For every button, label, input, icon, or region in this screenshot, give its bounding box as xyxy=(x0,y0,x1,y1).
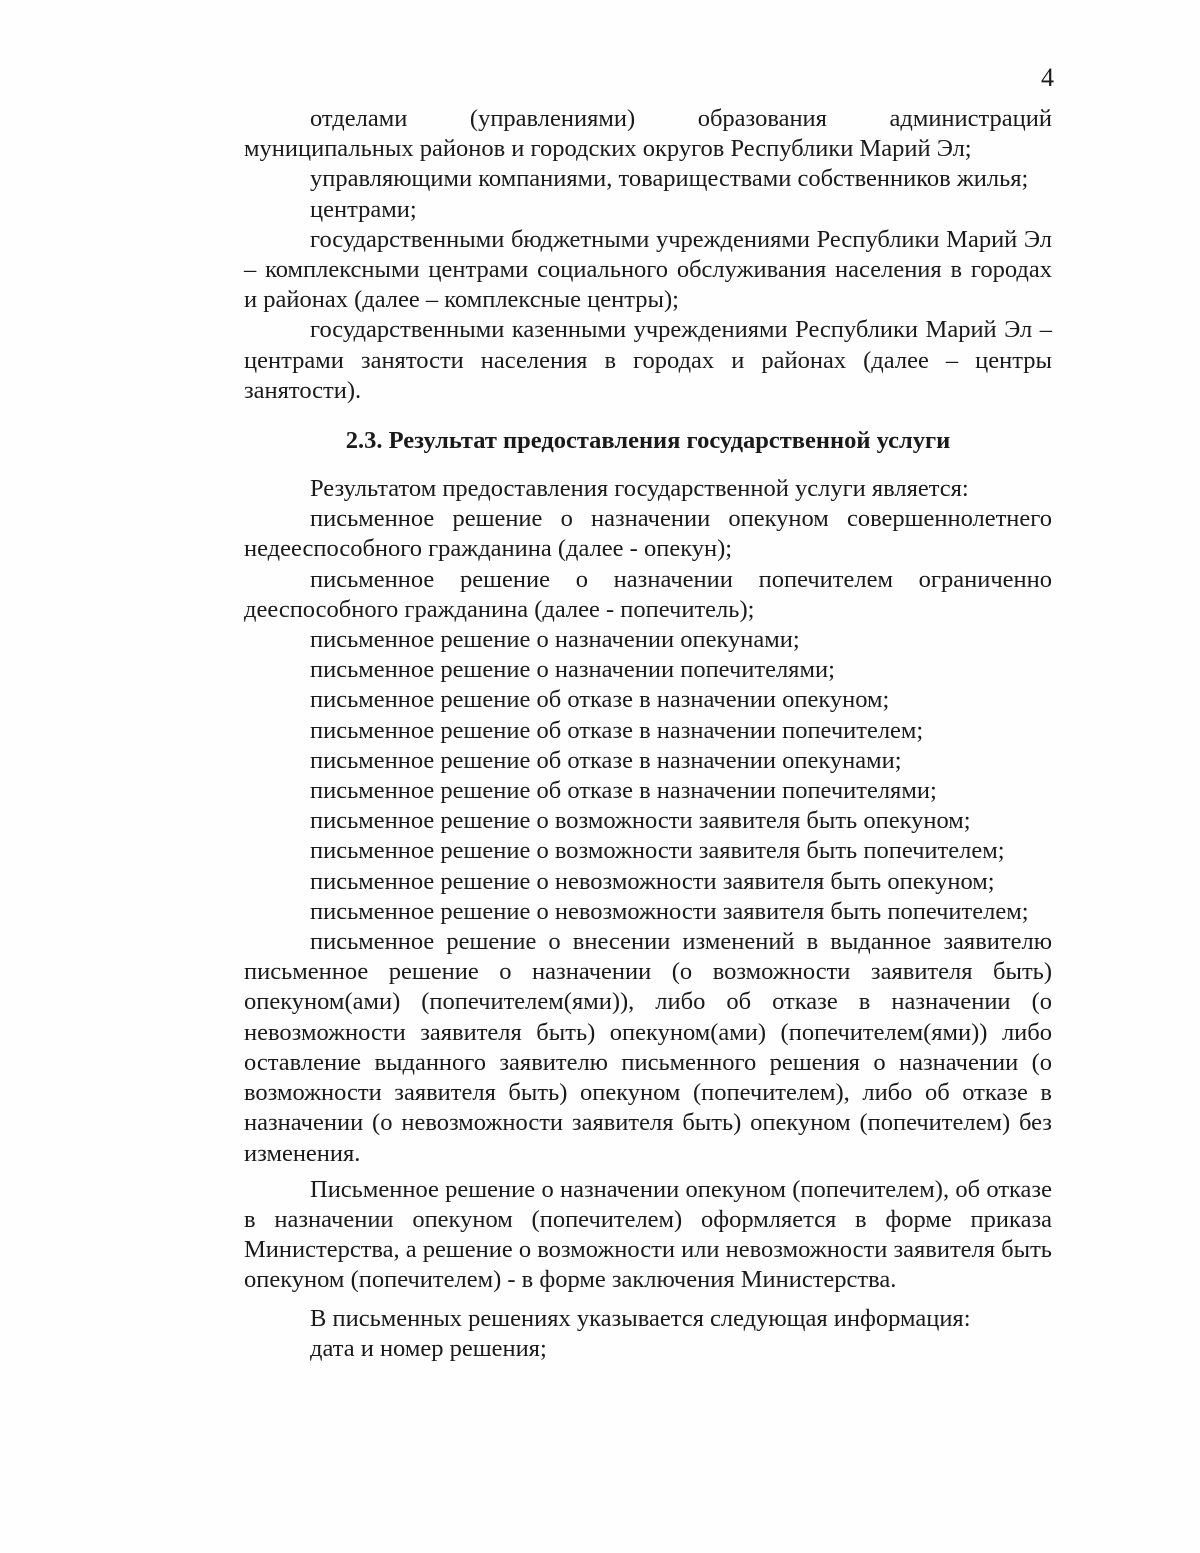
list-item: письменное решение о невозможности заявителя быть попечителем; xyxy=(310,897,1029,925)
list-item: письменное решение о внесении изменений в выданное заявителю письменное решение о назначении (о возможности заявителя быть) опекуном(ами) (попечителем(ями)), либо об отказе в назначении (о невозможности заявителя быть) опекуном(ами) (попечителем(ями)) либо оставление выданного заявителю письменного решения о назначении (о возможности заявителя быть) опекуном (попечителем), либо об отказе в назначении (о невозможности заявителя быть) опекуном (попечителем) без изменения. xyxy=(244,928,1052,1167)
list-item: письменное решение о возможности заявителя быть попечителем; xyxy=(310,837,1005,865)
paragraph-complex-centers: государственными бюджетными учреждениями Республики Марий Эл – комплексными центрами социального обслуживания населения в городах и районах (далее – комплексные центры); xyxy=(244,225,1052,314)
list-item: письменное решение об отказе в назначении опекуном; xyxy=(310,686,890,714)
paragraph-centers: центрами; xyxy=(310,195,417,223)
list-item: письменное решение о назначении попечителями; xyxy=(310,656,835,684)
paragraph-employment-centers: государственными казенными учреждениями Республики Марий Эл – центрами занятости населения в городах и районах (далее – центры занятости). xyxy=(244,316,1052,404)
list-item: письменное решение о возможности заявителя быть опекуном; xyxy=(310,807,971,835)
paragraph-management-companies: управляющими компаниями, товариществами собственников жилья; xyxy=(310,165,1029,193)
page-number: 4 xyxy=(1041,63,1054,92)
paragraph-decision-form: Письменное решение о назначении опекуном (попечителем), об отказе в назначении опекуном (попечителем) оформляется в форме приказа Министерства, а решение о возможности или невозможности заявителя быть опекуном (попечителем) - в форме заключения Министерства. xyxy=(244,1175,1052,1294)
paragraph-education-departments: отделами (управлениями) образования администраций муниципальных районов и городских округов Республики Марий Эл; xyxy=(244,105,1052,163)
paragraph-decision-info: В письменных решениях указывается следующая информация: xyxy=(310,1304,971,1332)
section-heading: 2.3. Результат предоставления государственной услуги xyxy=(345,427,951,455)
list-item: письменное решение об отказе в назначении попечителем; xyxy=(310,716,924,744)
list-item: письменное решение о назначении попечителем ограниченно дееспособного гражданина (далее - попечитель); xyxy=(244,565,1052,623)
paragraph-date-number: дата и номер решения; xyxy=(310,1334,547,1362)
list-item: письменное решение об отказе в назначении опекунами; xyxy=(310,746,902,774)
paragraph-gap xyxy=(244,1296,1052,1304)
list-item: письменное решение о назначении опекунами; xyxy=(310,626,800,654)
paragraph-result-intro: Результатом предоставления государственной услуги является: xyxy=(310,475,969,503)
list-item: письменное решение о невозможности заявителя быть опекуном; xyxy=(310,867,995,895)
list-item: письменное решение об отказе в назначении попечителями; xyxy=(310,777,937,805)
document-body xyxy=(244,104,1052,1364)
list-item: письменное решение о назначении опекуном совершеннолетнего недееспособного гражданина (далее - опекун); xyxy=(244,505,1052,563)
